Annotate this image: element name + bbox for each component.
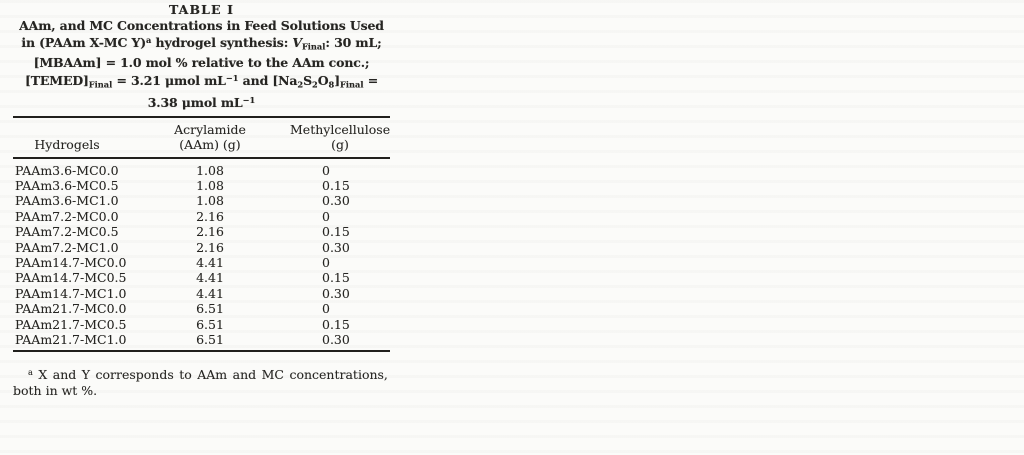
cell-acrylamide-g: 4.41 bbox=[196, 270, 224, 286]
table-title-line: 3.38 μmol $mL^{-1}$ bbox=[147, 94, 256, 110]
cell-methylcellulose-g: 0.30 bbox=[322, 285, 350, 301]
table-row bbox=[13, 158, 390, 178]
cell-methylcellulose-g: 0.15 bbox=[322, 224, 350, 240]
table-row bbox=[13, 286, 390, 301]
footnote-line: both in wt %. bbox=[13, 383, 98, 399]
cell-hydrogel: PAAm7.2-MC0.5 bbox=[15, 224, 119, 240]
table-body bbox=[13, 158, 390, 352]
cell-acrylamide-g: 2.16 bbox=[196, 239, 224, 255]
cell-acrylamide-g: 6.51 bbox=[196, 301, 224, 317]
cell-acrylamide-g: 1.08 bbox=[196, 193, 224, 209]
cell-acrylamide-g: 2.16 bbox=[196, 208, 224, 224]
cell-hydrogel: PAAm7.2-MC0.0 bbox=[15, 208, 119, 224]
table-row bbox=[13, 209, 390, 224]
cell-methylcellulose-g: 0.30 bbox=[322, 193, 350, 209]
table-row bbox=[13, 193, 390, 208]
table-scan-region bbox=[13, 2, 390, 399]
table-row bbox=[13, 332, 390, 351]
cell-methylcellulose-g: 0.15 bbox=[322, 177, 350, 193]
column-header-methylcellulose-line1: Methylcellulose bbox=[290, 121, 391, 137]
cell-methylcellulose-g: 0 bbox=[322, 162, 330, 178]
cell-acrylamide-g: 1.08 bbox=[196, 177, 224, 193]
table-footnote bbox=[13, 365, 390, 398]
cell-methylcellulose-g: 0.30 bbox=[322, 332, 350, 347]
cell-methylcellulose-g: 0.15 bbox=[322, 316, 350, 332]
table-title-line: $[TEMED]_{Final} = 3.21$ μmol $mL^{-1}$ and $[Na_2S_2O_8]_{Final}$ = bbox=[24, 72, 379, 90]
cell-methylcellulose-g: 0.15 bbox=[322, 270, 350, 286]
cell-acrylamide-g: 4.41 bbox=[196, 285, 224, 301]
table-row bbox=[13, 270, 390, 285]
cell-hydrogel: PAAm3.6-MC0.0 bbox=[15, 162, 119, 178]
column-header-acrylamide bbox=[160, 117, 260, 158]
column-header-methylcellulose bbox=[260, 117, 390, 158]
table-title-line: [MBAAm] = 1.0 mol % relative to the AAm conc.; bbox=[33, 55, 370, 71]
column-header-methylcellulose-line2: (g) bbox=[331, 136, 349, 152]
table-row bbox=[13, 317, 390, 332]
table-header-row bbox=[13, 117, 390, 158]
cell-hydrogel: PAAm7.2-MC1.0 bbox=[15, 239, 119, 255]
table-title-block bbox=[13, 2, 390, 111]
column-header-hydrogels: Hydrogels bbox=[13, 117, 160, 158]
table-row bbox=[13, 301, 390, 316]
cell-hydrogel: PAAm14.7-MC0.5 bbox=[15, 270, 127, 286]
cell-acrylamide-g: 4.41 bbox=[196, 254, 224, 270]
cell-acrylamide-g: 6.51 bbox=[196, 316, 224, 332]
footnote-line: $^a$ X and Y corresponds to AAm and MC concentrations, bbox=[28, 367, 388, 383]
cell-acrylamide-g: 2.16 bbox=[196, 224, 224, 240]
cell-methylcellulose-g: 0.30 bbox=[322, 239, 350, 255]
cell-acrylamide-g: 6.51 bbox=[196, 332, 224, 347]
table-row bbox=[13, 240, 390, 255]
cell-acrylamide-g: 1.08 bbox=[196, 162, 224, 178]
cell-hydrogel: PAAm14.7-MC1.0 bbox=[15, 285, 127, 301]
table-row bbox=[13, 255, 390, 270]
cell-hydrogel: PAAm3.6-MC1.0 bbox=[15, 193, 119, 209]
cell-methylcellulose-g: 0 bbox=[322, 208, 330, 224]
table-title-line: in (PAAm X-MC Y)$^a$ hydrogel synthesis: $V_{Final}$: 30 mL; bbox=[21, 35, 382, 52]
table-title-line: AAm, and MC Concentrations in Feed Solutions Used bbox=[19, 17, 384, 33]
table-row bbox=[13, 224, 390, 239]
column-header-acrylamide-line1: Acrylamide bbox=[174, 121, 246, 137]
cell-hydrogel: PAAm21.7-MC1.0 bbox=[15, 332, 127, 347]
cell-hydrogel: PAAm21.7-MC0.5 bbox=[15, 316, 127, 332]
table-caption-label: TABLE I bbox=[168, 2, 235, 17]
cell-hydrogel: PAAm3.6-MC0.5 bbox=[15, 177, 119, 193]
cell-methylcellulose-g: 0 bbox=[322, 301, 330, 317]
concentrations-table bbox=[13, 116, 390, 353]
table-row bbox=[13, 178, 390, 193]
cell-hydrogel: PAAm14.7-MC0.0 bbox=[15, 254, 127, 270]
cell-methylcellulose-g: 0 bbox=[322, 254, 330, 270]
cell-hydrogel: PAAm21.7-MC0.0 bbox=[15, 301, 127, 317]
column-header-acrylamide-line2: (AAm) (g) bbox=[179, 136, 241, 152]
